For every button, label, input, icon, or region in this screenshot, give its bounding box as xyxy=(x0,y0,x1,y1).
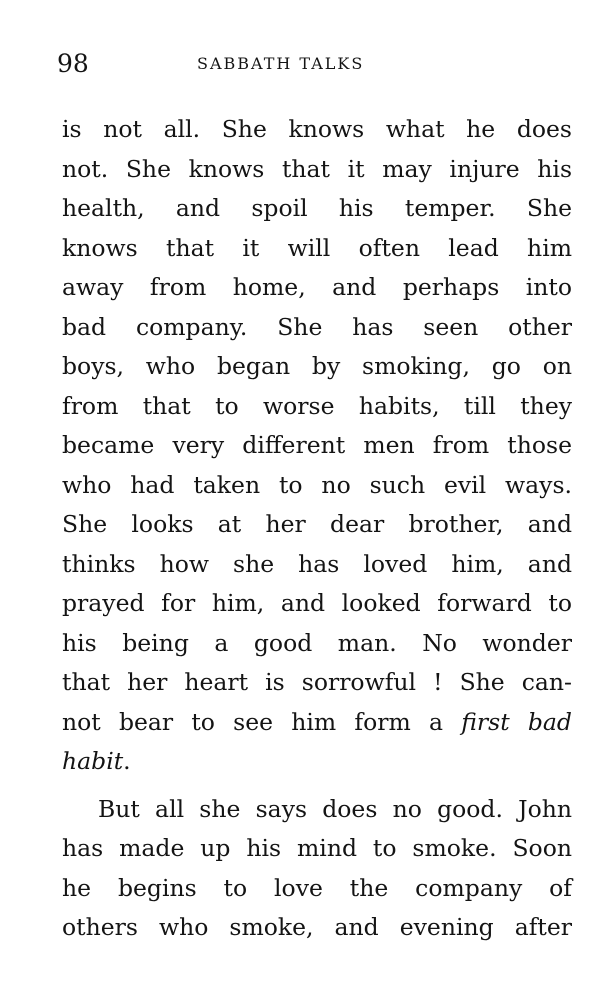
text-segment: away from home, and perhaps into xyxy=(62,273,572,301)
text-segment: who had taken to no such evil ways. xyxy=(62,470,572,499)
text-segment: She looks at her dear brother, and xyxy=(62,510,572,538)
italic-text: habit xyxy=(62,747,124,775)
body-text xyxy=(62,110,572,948)
text-line xyxy=(62,584,572,624)
text-line xyxy=(62,869,572,909)
text-segment: not bear to see him form a xyxy=(62,707,462,736)
text-line xyxy=(62,268,572,308)
text-segment: others who smoke, and evening after xyxy=(62,913,572,941)
text-segment: boys, who began by smoking, go on xyxy=(62,352,572,380)
italic-text: first bad xyxy=(461,707,572,736)
text-line xyxy=(62,545,572,585)
text-line xyxy=(62,829,572,869)
text-segment: thinks how she has loved him, and xyxy=(62,549,572,578)
page-number: 98 xyxy=(57,49,89,78)
text-segment: prayed for him, and looked forward to xyxy=(62,589,572,617)
text-segment: not. She knows that it may injure his xyxy=(62,154,572,183)
text-line xyxy=(62,229,572,269)
text-segment: . xyxy=(123,747,131,775)
text-line xyxy=(62,663,572,703)
text-line xyxy=(62,347,572,387)
text-segment: his being a good man. No wonder xyxy=(62,628,572,657)
paragraph-gap xyxy=(62,782,572,790)
text-segment: knows that it will often lead him xyxy=(62,233,572,262)
text-line xyxy=(62,426,572,466)
text-line xyxy=(62,110,572,150)
text-segment: health, and spoil his temper. She xyxy=(62,194,572,222)
text-segment: But all she says does no good. John xyxy=(98,794,572,823)
text-line xyxy=(62,790,572,830)
text-line xyxy=(62,703,572,743)
text-line xyxy=(62,189,572,229)
text-segment: has made up his mind to smoke. Soon xyxy=(62,834,572,862)
text-line xyxy=(62,308,572,348)
text-line xyxy=(62,466,572,506)
running-title: SABBATH TALKS xyxy=(197,54,365,73)
text-segment: is not all. She knows what he does xyxy=(62,115,572,143)
text-line xyxy=(62,742,572,782)
text-line xyxy=(62,505,572,545)
text-segment: that her heart is sorrowful ! She can- xyxy=(62,668,572,696)
text-line xyxy=(62,908,572,948)
text-segment: became very different men from those xyxy=(62,431,572,459)
text-line xyxy=(62,387,572,427)
text-segment: he begins to love the company of xyxy=(62,873,572,902)
paragraph xyxy=(62,110,572,782)
text-line xyxy=(62,150,572,190)
text-segment: bad company. She has seen other xyxy=(62,312,572,341)
text-line xyxy=(62,624,572,664)
running-head xyxy=(57,48,577,80)
paragraph xyxy=(62,790,572,948)
text-segment: from that to worse habits, till they xyxy=(62,391,572,420)
